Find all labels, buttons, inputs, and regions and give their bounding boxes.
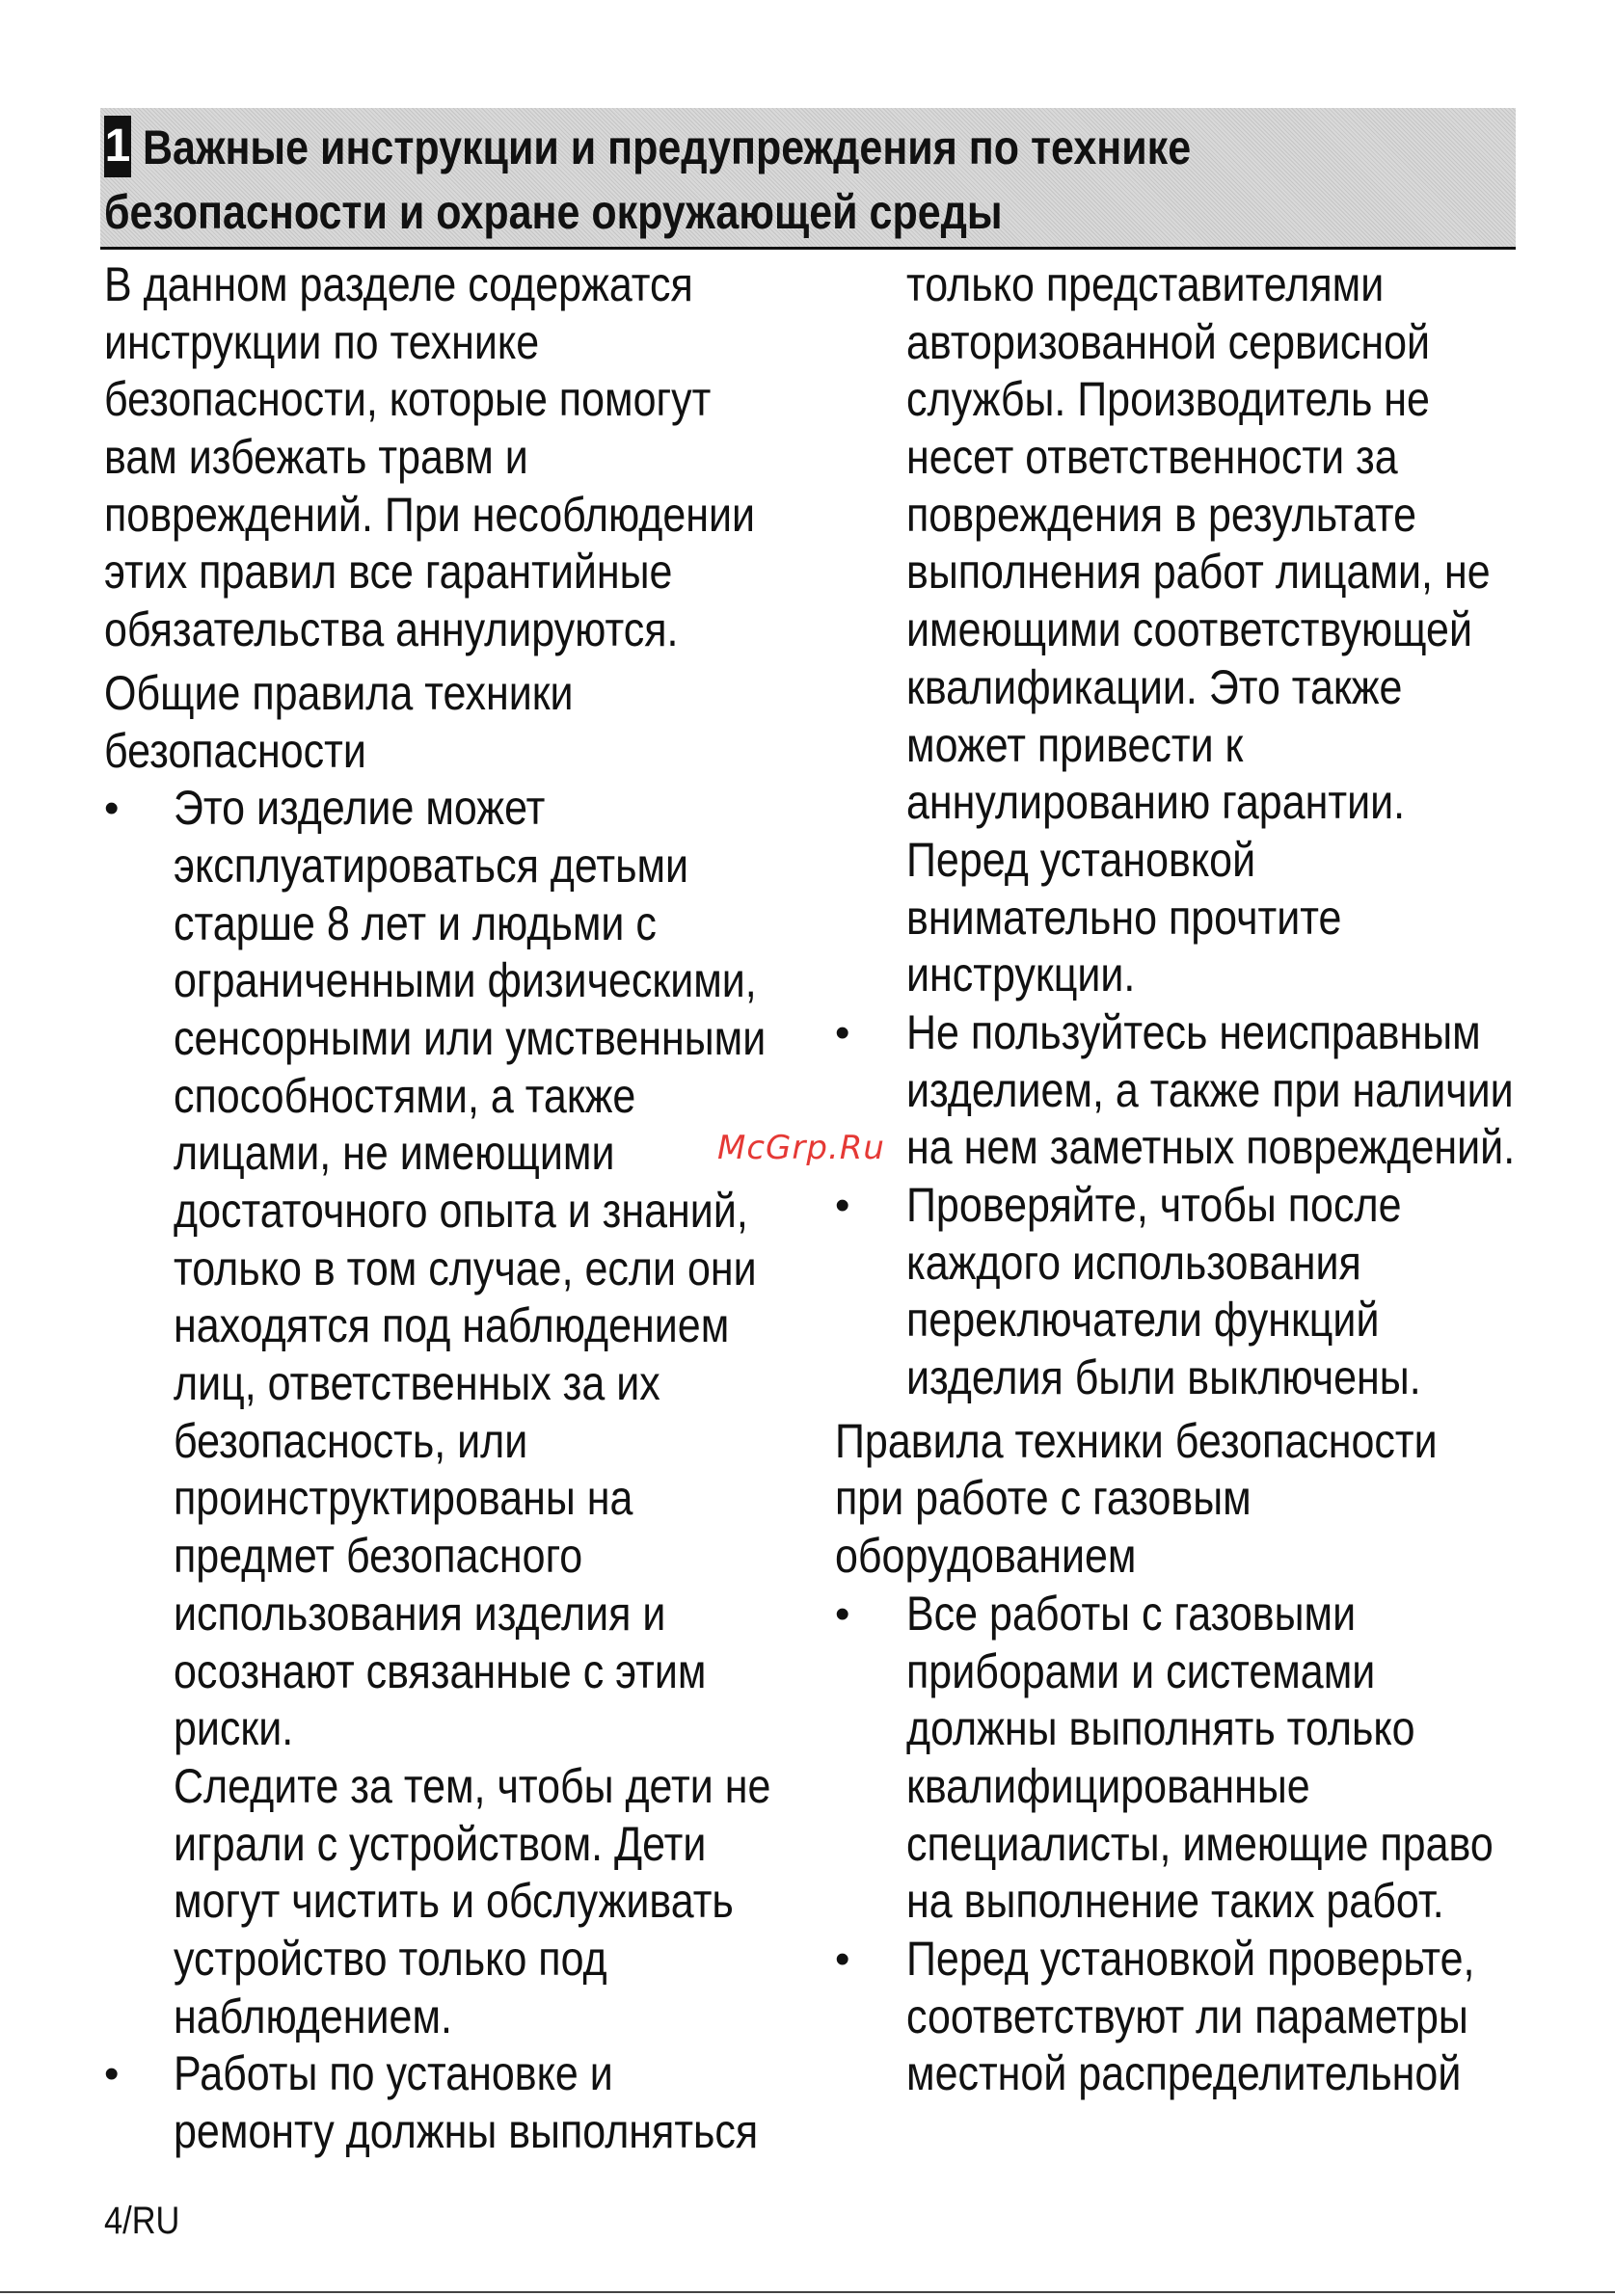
bullet-icon: • [104,2050,120,2098]
text-line: Правила техники безопасности [835,1413,1438,1468]
text-line: безопасности [104,723,366,778]
text-line: безопасности, которые помогут [104,372,712,427]
text-line: Перед установкой [906,832,1256,887]
subheading-general-safety [104,665,779,780]
text-line: использования изделия и [174,1586,666,1641]
page-number: 4/RU [104,2200,180,2242]
text-line: лиц, ответственных за их [174,1356,660,1411]
text-line: специалисты, имеющие право [906,1816,1494,1871]
bullet-item-installation [104,2045,779,2160]
text-line: проинструктированы на [174,1471,633,1526]
text-line: может привести к [906,717,1244,772]
text-line: переключатели функций [906,1293,1380,1348]
text-line: соответствуют ли параметры [906,1989,1468,2043]
text-line: вам избежать травм и [104,430,528,485]
text-line: риски. [174,1701,294,1756]
text-line: эксплуатироваться детьми [174,838,689,893]
intro-paragraph [104,256,779,659]
watermark: McGrp.Ru [717,1129,885,1167]
text-line: Следите за тем, чтобы дети не [174,1758,771,1813]
text-line: инструкции. [906,948,1136,1002]
bullet-item-switches-off [835,1177,1548,1407]
bullet-icon: • [835,1008,850,1056]
text-line: изделия были выключены. [906,1350,1421,1405]
right-column [835,256,1548,2103]
text-line: только представителями [906,257,1385,311]
text-line: на нем заметных повреждений. [906,1120,1516,1175]
text-line: сенсорными или умственными [174,1010,767,1065]
text-line: играли с устройством. Дети [174,1816,707,1871]
text-line: службы. Производитель не [906,372,1430,427]
text-line: Перед установкой проверьте, [906,1931,1475,1986]
text-line: лицами, не имеющими [174,1126,615,1181]
text-line: приборами и системами [906,1643,1376,1698]
text-line: Работы по установке и [174,2046,613,2101]
text-line: Не пользуйтесь неисправным [906,1004,1481,1059]
text-line: Проверяйте, чтобы после [906,1178,1402,1232]
text-line: должны выполнять только [906,1701,1415,1756]
text-line: ограниченными физическими, [174,953,757,1008]
text-line: Общие правила техники [104,665,574,720]
bullet-icon: • [104,785,120,833]
text-line: только в том случае, если они [174,1241,757,1295]
left-column [104,256,779,2161]
text-line: инструкции по технике [104,314,540,369]
text-line: предмет безопасного [174,1529,583,1584]
text-line: обязательства аннулируются. [104,602,679,657]
text-line: несет ответственности за [906,430,1398,485]
text-line: аннулированию гарантии. [906,775,1406,830]
bullet-item-gas-specialists [835,1586,1548,1931]
text-line: этих правил все гарантийные [104,545,673,600]
text-line: квалификации. Это также [906,659,1403,714]
text-line: устройство только под [174,1931,607,1986]
bullet-item-check-parameters [835,1931,1548,2103]
text-line: находятся под наблюдением [174,1298,730,1353]
bullet-item-children-use [104,780,779,2045]
text-line: ремонту должны выполняться [174,2104,759,2158]
text-line: квалифицированные [906,1758,1310,1813]
text-line: каждого использования [906,1235,1361,1290]
text-line: наблюдением. [174,1989,452,2043]
section-title-line-1: Важные инструкции и предупреждения по технике [143,120,1192,174]
text-line: старше 8 лет и людьми с [174,895,657,950]
subheading-gas-safety [835,1413,1548,1586]
text-line: на выполнение таких работ. [906,1874,1444,1929]
section-title-line-2: безопасности и охране окружающей среды [104,185,1003,239]
text-line: достаточного опыта и знаний, [174,1184,748,1238]
bullet-icon: • [835,1589,850,1638]
text-line: безопасность, или [174,1413,528,1468]
page-bottom-rule [0,2291,1615,2293]
text-line: В данном разделе содержатся [104,257,693,311]
bullet-icon: • [835,1935,850,1983]
text-line: способностями, а также [174,1068,636,1123]
text-line: Все работы с газовыми [906,1586,1357,1641]
bullet-item-damaged-product [835,1004,1548,1177]
section-number: 1 [104,116,131,177]
continued-bullet-text [906,256,1548,1004]
section-header [100,108,1516,250]
text-line: авторизованной сервисной [906,314,1431,369]
bullet-icon: • [835,1182,850,1229]
text-line: повреждения в результате [906,487,1417,542]
text-line: выполнения работ лицами, не [906,545,1491,600]
text-line: изделием, а также при наличии [906,1062,1514,1117]
text-line: могут чистить и обслуживать [174,1874,734,1929]
text-line: оборудованием [835,1529,1137,1584]
text-line: имеющими соответствующей [906,602,1472,657]
text-line: местной распределительной [906,2046,1462,2101]
text-line: Это изделие может [174,781,546,836]
text-line: повреждений. При несоблюдении [104,487,756,542]
text-line: при работе с газовым [835,1471,1252,1526]
text-line: осознают связанные с этим [174,1643,707,1698]
text-line: внимательно прочтите [906,890,1342,945]
